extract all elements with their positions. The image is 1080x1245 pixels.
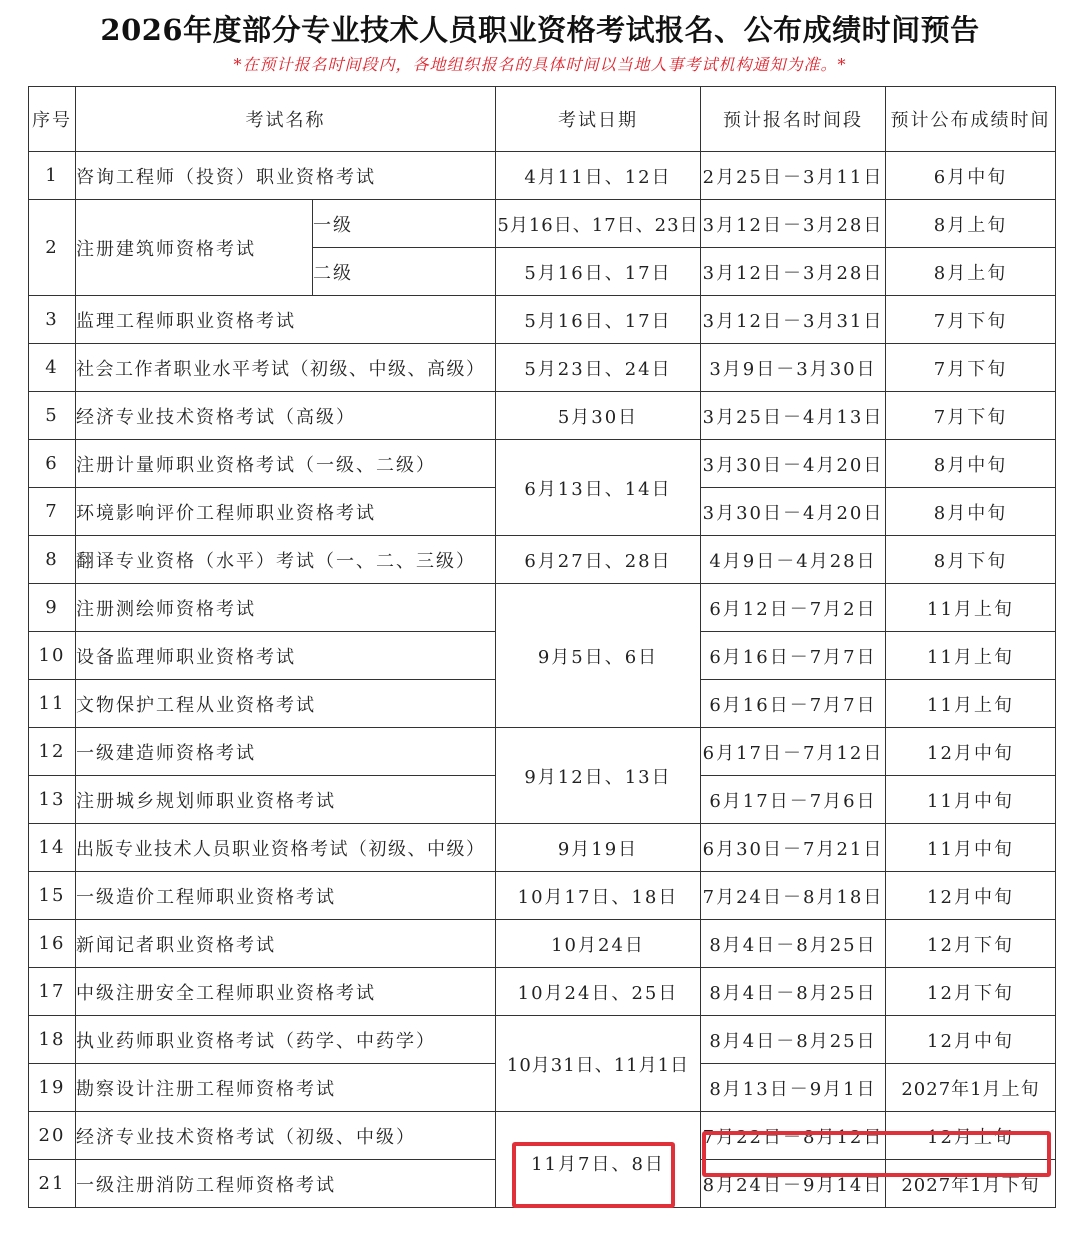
row-number: 20 [29,1112,76,1160]
registration-period: 6月17日－7月12日 [701,728,886,776]
exam-name: 经济专业技术资格考试（高级） [76,392,496,440]
exam-name: 中级注册安全工程师职业资格考试 [76,968,496,1016]
registration-period: 6月30日－7月21日 [701,824,886,872]
result-time: 12月中旬 [886,728,1056,776]
registration-period: 8月4日－8月25日 [701,968,886,1016]
result-time: 11月中旬 [886,824,1056,872]
exam-name: 社会工作者职业水平考试（初级、中级、高级） [76,344,496,392]
exam-date: 9月5日、6日 [496,584,701,728]
table-row [29,200,1056,248]
result-time: 8月中旬 [886,488,1056,536]
result-time: 6月中旬 [886,152,1056,200]
row-number: 2 [29,200,76,296]
exam-date: 5月16日、17日 [496,248,701,296]
table-header-row [29,87,1056,152]
exam-name: 执业药师职业资格考试（药学、中药学） [76,1016,496,1064]
registration-period: 7月22日－8月12日 [701,1112,886,1160]
exam-name: 设备监理师职业资格考试 [76,632,496,680]
result-time: 8月下旬 [886,536,1056,584]
registration-period: 3月25日－4月13日 [701,392,886,440]
exam-date: 6月27日、28日 [496,536,701,584]
result-time: 12月中旬 [886,1016,1056,1064]
result-time: 8月上旬 [886,200,1056,248]
row-number: 3 [29,296,76,344]
exam-date: 9月19日 [496,824,701,872]
exam-name: 一级注册消防工程师资格考试 [76,1160,496,1208]
table-row [29,1016,1056,1064]
exam-name: 注册建筑师资格考试 [76,200,313,296]
header-exam-name: 考试名称 [76,87,496,152]
result-time: 7月下旬 [886,392,1056,440]
exam-name: 勘察设计注册工程师资格考试 [76,1064,496,1112]
result-time: 12月上旬 [886,1112,1056,1160]
exam-schedule-table [28,86,1056,1208]
page-title: 2026年度部分专业技术人员职业资格考试报名、公布成绩时间预告 [100,13,980,47]
exam-date: 5月30日 [496,392,701,440]
row-number: 6 [29,440,76,488]
result-time: 11月上旬 [886,632,1056,680]
registration-period: 6月17日－7月6日 [701,776,886,824]
exam-name: 环境影响评价工程师职业资格考试 [76,488,496,536]
result-time: 11月中旬 [886,776,1056,824]
exam-date: 5月16日、17日 [496,296,701,344]
table-row [29,728,1056,776]
table-row [29,1112,1056,1160]
registration-period: 8月4日－8月25日 [701,920,886,968]
registration-period: 6月12日－7月2日 [701,584,886,632]
exam-name: 注册测绘师资格考试 [76,584,496,632]
exam-date: 11月7日、8日 [496,1112,701,1208]
row-number: 9 [29,584,76,632]
registration-period: 3月12日－3月28日 [701,248,886,296]
exam-date: 10月24日 [496,920,701,968]
row-number: 15 [29,872,76,920]
header-result-time: 预计公布成绩时间 [886,87,1056,152]
row-number: 19 [29,1064,76,1112]
registration-period: 7月24日－8月18日 [701,872,886,920]
row-number: 1 [29,152,76,200]
result-time: 12月下旬 [886,968,1056,1016]
row-number: 17 [29,968,76,1016]
exam-level: 二级 [313,248,496,296]
result-time: 8月中旬 [886,440,1056,488]
table-row [29,152,1056,200]
registration-period: 3月30日－4月20日 [701,440,886,488]
registration-period: 3月30日－4月20日 [701,488,886,536]
table-row [29,872,1056,920]
exam-name: 监理工程师职业资格考试 [76,296,496,344]
row-number: 13 [29,776,76,824]
row-number: 8 [29,536,76,584]
registration-period: 8月24日－9月14日 [701,1160,886,1208]
table-row [29,392,1056,440]
header-no: 序号 [29,87,76,152]
exam-name: 新闻记者职业资格考试 [76,920,496,968]
exam-name: 注册城乡规划师职业资格考试 [76,776,496,824]
exam-name: 翻译专业资格（水平）考试（一、二、三级） [76,536,496,584]
row-number: 18 [29,1016,76,1064]
exam-date: 10月24日、25日 [496,968,701,1016]
header-exam-date: 考试日期 [496,87,701,152]
result-time: 11月上旬 [886,584,1056,632]
result-time: 2027年1月上旬 [886,1064,1056,1112]
table-row [29,824,1056,872]
row-number: 5 [29,392,76,440]
registration-period: 6月16日－7月7日 [701,632,886,680]
registration-period: 4月9日－4月28日 [701,536,886,584]
exam-date: 10月17日、18日 [496,872,701,920]
row-number: 7 [29,488,76,536]
registration-period: 8月13日－9月1日 [701,1064,886,1112]
registration-period: 6月16日－7月7日 [701,680,886,728]
result-time: 2027年1月下旬 [886,1160,1056,1208]
exam-name: 咨询工程师（投资）职业资格考试 [76,152,496,200]
exam-name: 一级建造师资格考试 [76,728,496,776]
table-row [29,584,1056,632]
exam-name: 一级造价工程师职业资格考试 [76,872,496,920]
header-registration-period: 预计报名时间段 [701,87,886,152]
row-number: 12 [29,728,76,776]
exam-date: 4月11日、12日 [496,152,701,200]
registration-period: 3月9日－3月30日 [701,344,886,392]
exam-date: 10月31日、11月1日 [496,1016,701,1112]
table-row [29,344,1056,392]
exam-name: 注册计量师职业资格考试（一级、二级） [76,440,496,488]
row-number: 10 [29,632,76,680]
registration-period: 2月25日－3月11日 [701,152,886,200]
result-time: 12月下旬 [886,920,1056,968]
registration-period: 3月12日－3月28日 [701,200,886,248]
registration-period: 8月4日－8月25日 [701,1016,886,1064]
exam-date: 9月12日、13日 [496,728,701,824]
result-time: 11月上旬 [886,680,1056,728]
exam-name: 文物保护工程从业资格考试 [76,680,496,728]
exam-date: 5月23日、24日 [496,344,701,392]
row-number: 11 [29,680,76,728]
table-row [29,968,1056,1016]
table-row [29,440,1056,488]
result-time: 7月下旬 [886,344,1056,392]
exam-name: 经济专业技术资格考试（初级、中级） [76,1112,496,1160]
row-number: 16 [29,920,76,968]
result-time: 7月下旬 [886,296,1056,344]
table-row [29,920,1056,968]
table-row [29,296,1056,344]
row-number: 21 [29,1160,76,1208]
registration-period: 3月12日－3月31日 [701,296,886,344]
exam-date: 6月13日、14日 [496,440,701,536]
result-time: 8月上旬 [886,248,1056,296]
exam-name: 出版专业技术人员职业资格考试（初级、中级） [76,824,496,872]
table-row [29,536,1056,584]
notice-text: *在预计报名时间段内，各地组织报名的具体时间以当地人事考试机构通知为准。* [233,55,847,74]
result-time: 12月中旬 [886,872,1056,920]
row-number: 14 [29,824,76,872]
row-number: 4 [29,344,76,392]
exam-date: 5月16日、17日、23日 [496,200,701,248]
exam-level: 一级 [313,200,496,248]
